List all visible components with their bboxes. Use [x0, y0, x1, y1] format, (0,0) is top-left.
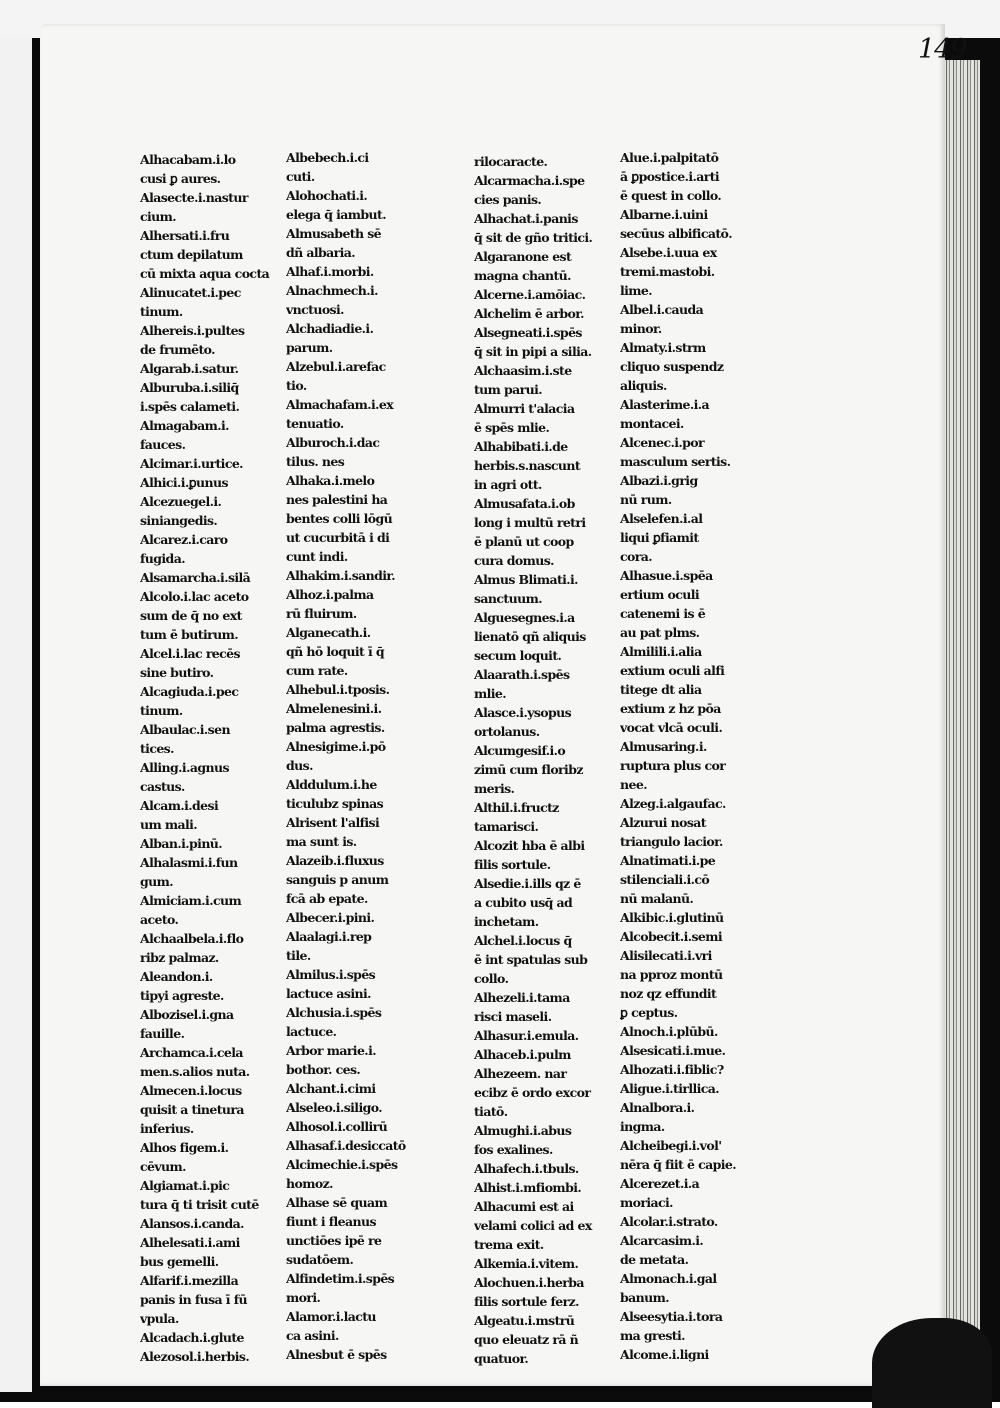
manuscript-line: Alling.i.agnus — [140, 760, 229, 775]
manuscript-line: Alhelesati.i.ami — [140, 1235, 240, 1250]
manuscript-line: lienatō qñ aliquis — [474, 629, 586, 644]
page-stack-edge — [940, 60, 980, 1350]
manuscript-line: unctiōes ipē re — [286, 1233, 382, 1248]
manuscript-line: Alchusia.i.spēs — [286, 1005, 382, 1020]
manuscript-line: tremi.mastobi. — [620, 264, 715, 279]
manuscript-line: banum. — [620, 1290, 669, 1305]
manuscript-line: ē quest in collo. — [620, 188, 722, 203]
manuscript-line: quisit a tinetura — [140, 1102, 244, 1117]
manuscript-line: liqui ꝑfiamit — [620, 530, 699, 545]
manuscript-line: Alhakim.i.sandir. — [286, 568, 396, 583]
manuscript-line: Alchelim ē arbor. — [474, 306, 584, 321]
manuscript-line: ertium oculi — [620, 587, 700, 602]
manuscript-line: lactuce asini. — [286, 986, 371, 1001]
manuscript-line: parum. — [286, 340, 333, 355]
manuscript-line: Almus Blimati.i. — [474, 572, 578, 587]
manuscript-line: vnctuosi. — [286, 302, 344, 317]
manuscript-line: tio. — [286, 378, 307, 393]
manuscript-line: Alchant.i.cimi — [286, 1081, 376, 1096]
manuscript-line: Alhersati.i.fru — [140, 228, 230, 243]
manuscript-line: quo eleuatz rā ñ — [474, 1332, 579, 1347]
manuscript-line: Algaranone est — [474, 249, 572, 264]
manuscript-line: bentes colli lōgū — [286, 511, 393, 526]
manuscript-line: Alchadiadie.i. — [286, 321, 374, 336]
manuscript-line: au pat plms. — [620, 625, 700, 640]
manuscript-line: Almughi.i.abus — [474, 1123, 572, 1138]
manuscript-line: Alfarif.i.mezilla — [140, 1273, 239, 1288]
manuscript-line: Althil.i.fructz — [474, 800, 559, 815]
manuscript-line: Aleandon.i. — [140, 969, 213, 984]
manuscript-line: Albozisel.i.gna — [140, 1007, 234, 1022]
manuscript-line: a cubito usq̄ ad — [474, 895, 573, 910]
manuscript-line: fauille. — [140, 1026, 185, 1041]
manuscript-line: Alcome.i.ligni — [620, 1347, 709, 1362]
manuscript-line: Alasecte.i.nastur — [140, 190, 248, 205]
manuscript-line: tile. — [286, 948, 311, 963]
manuscript-line: tum parui. — [474, 382, 543, 397]
manuscript-line: ca asini. — [286, 1328, 339, 1343]
manuscript-line: Alhereis.i.pultes — [140, 323, 245, 338]
manuscript-line: risci maseli. — [474, 1009, 552, 1024]
manuscript-line: Alinucatet.i.pec — [140, 285, 241, 300]
manuscript-line: Alisilecati.i.vri — [620, 948, 712, 963]
manuscript-line: tum ē butirum. — [140, 627, 238, 642]
manuscript-line: Alnesigime.i.pō — [286, 739, 386, 754]
manuscript-line: Alcerne.i.amōiac. — [474, 287, 586, 302]
manuscript-line: Alrisent l'alfisi — [286, 815, 380, 830]
manuscript-line: ma sunt is. — [286, 834, 357, 849]
manuscript-line: Alsegneati.i.spēs — [474, 325, 582, 340]
manuscript-line: Alcerezet.i.a — [620, 1176, 700, 1191]
manuscript-line: long i multū retri — [474, 515, 586, 530]
manuscript-line: Almusabeth sē — [286, 226, 381, 241]
manuscript-line: Almachafam.i.ex — [286, 397, 394, 412]
manuscript-line: meris. — [474, 781, 515, 796]
manuscript-line: Alcolar.i.strato. — [620, 1214, 718, 1229]
manuscript-line: Alsedie.i.ills qz ē — [474, 876, 581, 891]
manuscript-line: Alkibic.i.glutinū — [620, 910, 724, 925]
manuscript-line: Albecer.i.pini. — [286, 910, 375, 925]
manuscript-line: Alseesytia.i.tora — [620, 1309, 723, 1324]
manuscript-line: zimū cum floribz — [474, 762, 583, 777]
manuscript-line: Alhaf.i.morbi. — [286, 264, 374, 279]
manuscript-line: cium. — [140, 209, 177, 224]
manuscript-line: fugida. — [140, 551, 185, 566]
manuscript-line: secūus albificatō. — [620, 226, 733, 241]
manuscript-line: Alhoz.i.palma — [286, 587, 374, 602]
manuscript-line: sanctuum. — [474, 591, 542, 606]
manuscript-line: magna chantū. — [474, 268, 571, 283]
manuscript-line: lactuce. — [286, 1024, 337, 1039]
manuscript-line: montacei. — [620, 416, 684, 431]
manuscript-line: siniangedis. — [140, 513, 218, 528]
manuscript-line: Alhabibati.i.de — [474, 439, 568, 454]
text-column-4 — [620, 148, 752, 1364]
manuscript-line: Alchaalbela.i.flo — [140, 931, 244, 946]
manuscript-line: Alcadach.i.glute — [140, 1330, 244, 1345]
manuscript-line: Alburoch.i.dac — [286, 435, 380, 450]
manuscript-line: titege dt alia — [620, 682, 702, 697]
manuscript-line: Alansos.i.canda. — [140, 1216, 244, 1231]
text-column-2 — [286, 148, 418, 1364]
manuscript-line: Alcumgesif.i.o — [474, 743, 566, 758]
manuscript-line: Almilus.i.spēs — [286, 967, 376, 982]
manuscript-line: Alkemia.i.vitem. — [474, 1256, 579, 1271]
manuscript-line: catenemi is ē — [620, 606, 706, 621]
manuscript-line: tura q̄ ti trisit cutē — [140, 1197, 259, 1212]
manuscript-line: cusi ꝑ aures. — [140, 171, 221, 186]
manuscript-line: fos exalines. — [474, 1142, 553, 1157]
manuscript-line: extium z hz pōa — [620, 701, 721, 716]
manuscript-line: Albel.i.cauda — [620, 302, 704, 317]
manuscript-line: Alfindetim.i.spēs — [286, 1271, 395, 1286]
manuscript-line: Alnesbut ē spēs — [286, 1347, 387, 1362]
manuscript-line: filis sortule ferz. — [474, 1294, 579, 1309]
manuscript-line: tamarisci. — [474, 819, 539, 834]
manuscript-line: ticulubz spinas — [286, 796, 383, 811]
manuscript-line: masculum sertis. — [620, 454, 731, 469]
manuscript-line: ingma. — [620, 1119, 665, 1134]
manuscript-line: Almilili.i.alia — [620, 644, 702, 659]
manuscript-line: in agri ott. — [474, 477, 542, 492]
manuscript-line: Alnalbora.i. — [620, 1100, 695, 1115]
manuscript-line: Alhasue.i.spēa — [620, 568, 713, 583]
manuscript-line: quatuor. — [474, 1351, 529, 1366]
manuscript-line: Alhaka.i.melo — [286, 473, 375, 488]
manuscript-line: aceto. — [140, 912, 179, 927]
manuscript-line: Almonach.i.gal — [620, 1271, 717, 1286]
manuscript-line: Alhasur.i.emula. — [474, 1028, 579, 1043]
manuscript-line: herbis.s.nascunt — [474, 458, 581, 473]
manuscript-line: Algeatu.i.mstrū — [474, 1313, 575, 1328]
manuscript-line: cum rate. — [286, 663, 348, 678]
manuscript-line: Archamca.i.cela — [140, 1045, 243, 1060]
manuscript-line: nū malanū. — [620, 891, 694, 906]
manuscript-line: men.s.alios nuta. — [140, 1064, 250, 1079]
manuscript-line: Alcheibegi.i.vol' — [620, 1138, 722, 1153]
manuscript-line: sum de q̄ no ext — [140, 608, 242, 623]
manuscript-line: Alselefen.i.al — [620, 511, 703, 526]
manuscript-line: mlie. — [474, 686, 507, 701]
manuscript-line: tenuatio. — [286, 416, 344, 431]
manuscript-line: Almusafata.i.ob — [474, 496, 575, 511]
manuscript-line: cies panis. — [474, 192, 542, 207]
manuscript-line: cēvum. — [140, 1159, 186, 1174]
manuscript-line: na pproz montū — [620, 967, 723, 982]
manuscript-line: Alcarcasim.i. — [620, 1233, 704, 1248]
manuscript-line: Alhici.i.ꝑunus — [140, 475, 228, 490]
manuscript-line: fcā ab epate. — [286, 891, 368, 906]
manuscript-line: Alcenec.i.por — [620, 435, 704, 450]
manuscript-line: Alcimar.i.urtice. — [140, 456, 243, 471]
manuscript-line: moriaci. — [620, 1195, 673, 1210]
manuscript-line: nes palestini ha — [286, 492, 388, 507]
manuscript-line: tinum. — [140, 304, 183, 319]
manuscript-line: sudatōem. — [286, 1252, 354, 1267]
manuscript-line: Almagabam.i. — [140, 418, 229, 433]
manuscript-line: bus gemelli. — [140, 1254, 219, 1269]
manuscript-line: ecibz ē ordo excor — [474, 1085, 591, 1100]
manuscript-line: Alcozit hba ē albi — [474, 838, 585, 853]
folio-number: 149 — [918, 34, 967, 65]
manuscript-line: ut cucurbitā i di — [286, 530, 390, 545]
manuscript-line: lime. — [620, 283, 653, 298]
manuscript-line: Alburuba.i.siliq̄ — [140, 380, 239, 395]
manuscript-line: tilus. nes — [286, 454, 345, 469]
manuscript-line: Alchaasim.i.ste — [474, 363, 572, 378]
manuscript-line: Alchel.i.locus q̄ — [474, 933, 572, 948]
manuscript-line: castus. — [140, 779, 185, 794]
manuscript-line: Almecen.i.locus — [140, 1083, 242, 1098]
manuscript-line: stilenciali.i.cō — [620, 872, 710, 887]
manuscript-line: cura domus. — [474, 553, 554, 568]
manuscript-line: Alue.i.palpitatō — [620, 150, 719, 165]
manuscript-line: sanguis p anum — [286, 872, 389, 887]
manuscript-line: dñ albaria. — [286, 245, 356, 260]
manuscript-line: Alhacabam.i.lo — [140, 152, 236, 167]
manuscript-line: ꝑ ceptus. — [620, 1005, 678, 1020]
manuscript-line: Alban.i.pinū. — [140, 836, 223, 851]
manuscript-line: rilocaracte. — [474, 154, 548, 169]
manuscript-line: fiunt i fleanus — [286, 1214, 376, 1229]
manuscript-line: Alhezeli.i.tama — [474, 990, 570, 1005]
manuscript-line: cliquo suspendz — [620, 359, 724, 374]
manuscript-line: homoz. — [286, 1176, 333, 1191]
manuscript-line: Albazi.i.grig — [620, 473, 698, 488]
manuscript-line: Alcam.i.desi — [140, 798, 219, 813]
manuscript-line: Almaty.i.strm — [620, 340, 706, 355]
manuscript-line: Alhacumi est ai — [474, 1199, 574, 1214]
manuscript-line: Alhase sē quam — [286, 1195, 388, 1210]
manuscript-line: um mali. — [140, 817, 198, 832]
manuscript-line: Alhebul.i.tposis. — [286, 682, 390, 697]
manuscript-line: Alhosol.i.collirū — [286, 1119, 388, 1134]
manuscript-line: Alcolo.i.lac aceto — [140, 589, 249, 604]
manuscript-line: cunt indi. — [286, 549, 348, 564]
manuscript-line: Alddulum.i.he — [286, 777, 377, 792]
manuscript-line: inchetam. — [474, 914, 539, 929]
manuscript-line: Almurri t'alacia — [474, 401, 575, 416]
manuscript-line: ē planū ut coop — [474, 534, 574, 549]
manuscript-line: Alzeg.i.algaufac. — [620, 796, 726, 811]
manuscript-line: extium oculi alfi — [620, 663, 725, 678]
manuscript-line: ā ꝑpostice.i.arti — [620, 169, 720, 184]
manuscript-line: Almusaring.i. — [620, 739, 707, 754]
manuscript-line: minor. — [620, 321, 662, 336]
manuscript-line: Alcel.i.lac recēs — [140, 646, 240, 661]
manuscript-line: Alaarath.i.spēs — [474, 667, 570, 682]
manuscript-line: Alhaceb.i.pulm — [474, 1047, 571, 1062]
manuscript-line: inferius. — [140, 1121, 194, 1136]
manuscript-line: nū rum. — [620, 492, 672, 507]
manuscript-line: q̄ sit in pipi a silia. — [474, 344, 592, 359]
manuscript-line: Alnoch.i.plūbū. — [620, 1024, 718, 1039]
manuscript-line: Alaalagi.i.rep — [286, 929, 372, 944]
manuscript-line: Alhafech.i.tbuls. — [474, 1161, 579, 1176]
manuscript-line: Alezosol.i.herbis. — [140, 1349, 250, 1364]
manuscript-line: secum loquit. — [474, 648, 562, 663]
manuscript-line: mori. — [286, 1290, 321, 1305]
manuscript-line: Algiamat.i.pic — [140, 1178, 230, 1193]
manuscript-line: ē spēs mlie. — [474, 420, 550, 435]
manuscript-line: qñ hō loquit ī q̄ — [286, 644, 384, 659]
manuscript-line: nēra q̄ fiit ē capie. — [620, 1157, 736, 1172]
manuscript-line: Albebech.i.ci — [286, 150, 369, 165]
manuscript-line: Albaulac.i.sen — [140, 722, 230, 737]
manuscript-line: Alguesegnes.i.a — [474, 610, 575, 625]
manuscript-line: vpula. — [140, 1311, 179, 1326]
manuscript-line: Alamor.i.lactu — [286, 1309, 376, 1324]
manuscript-line: tipyi agreste. — [140, 988, 224, 1003]
manuscript-line: rū fluirum. — [286, 606, 357, 621]
manuscript-line: gum. — [140, 874, 174, 889]
manuscript-line: de metata. — [620, 1252, 689, 1267]
manuscript-line: Alsesicati.i.mue. — [620, 1043, 726, 1058]
manuscript-line: aliquis. — [620, 378, 667, 393]
manuscript-line: Alhos figem.i. — [140, 1140, 229, 1155]
manuscript-line: noz qz effundit — [620, 986, 717, 1001]
manuscript-line: dus. — [286, 758, 313, 773]
manuscript-line: Aligue.i.tirllica. — [620, 1081, 720, 1096]
text-column-1 — [140, 150, 272, 1366]
manuscript-line: Arbor marie.i. — [286, 1043, 376, 1058]
manuscript-line: Alhist.i.mfiombi. — [474, 1180, 582, 1195]
manuscript-line: triangulo lacior. — [620, 834, 723, 849]
manuscript-line: nee. — [620, 777, 647, 792]
manuscript-line: tices. — [140, 741, 174, 756]
manuscript-line: Alzebul.i.arefac — [286, 359, 386, 374]
manuscript-line: collo. — [474, 971, 509, 986]
manuscript-line: ctum depilatum — [140, 247, 243, 262]
manuscript-line: sine butiro. — [140, 665, 214, 680]
manuscript-line: Albarne.i.uini — [620, 207, 708, 222]
manuscript-line: palma agrestis. — [286, 720, 385, 735]
manuscript-line: Alhozati.i.fiblic? — [620, 1062, 724, 1077]
manuscript-line: tinum. — [140, 703, 183, 718]
manuscript-line: Alcarez.i.caro — [140, 532, 228, 547]
manuscript-line: vocat vlcā oculi. — [620, 720, 723, 735]
manuscript-line: q̄ sit de gño tritici. — [474, 230, 593, 245]
manuscript-line: fauces. — [140, 437, 186, 452]
manuscript-line: Alseleo.i.siligo. — [286, 1100, 383, 1115]
manuscript-line: Alzurui nosat — [620, 815, 706, 830]
manuscript-line: i.spēs calameti. — [140, 399, 240, 414]
previous-leaf-edge — [0, 36, 32, 1392]
manuscript-line: elega q̄ iambut. — [286, 207, 386, 222]
manuscript-line: Alhachat.i.panis — [474, 211, 578, 226]
manuscript-line: ruptura plus cor — [620, 758, 726, 773]
manuscript-line: Alcarmacha.i.spe — [474, 173, 585, 188]
manuscript-line: cora. — [620, 549, 652, 564]
manuscript-line: Alhalasmi.i.fun — [140, 855, 238, 870]
manuscript-line: tiatō. — [474, 1104, 508, 1119]
manuscript-line: trema exit. — [474, 1237, 544, 1252]
text-column-3 — [474, 152, 606, 1368]
manuscript-line: Alasterime.i.a — [620, 397, 709, 412]
manuscript-line: de frumēto. — [140, 342, 215, 357]
thumb-holding-page — [872, 1318, 992, 1408]
manuscript-line: Alganecath.i. — [286, 625, 371, 640]
manuscript-line: bothor. ces. — [286, 1062, 361, 1077]
manuscript-line: Alnachmech.i. — [286, 283, 378, 298]
manuscript-line: Alnatimati.i.pe — [620, 853, 716, 868]
manuscript-line: Alcobecit.i.semi — [620, 929, 723, 944]
manuscript-line: ribz palmaz. — [140, 950, 219, 965]
manuscript-line: cū mixta aqua cocta — [140, 266, 270, 281]
manuscript-line: ē int spatulas sub — [474, 952, 588, 967]
manuscript-line: Alcimechie.i.spēs — [286, 1157, 398, 1172]
manuscript-line: Alochuen.i.herba — [474, 1275, 584, 1290]
manuscript-line: Algarab.i.satur. — [140, 361, 239, 376]
manuscript-line: velami colici ad ex — [474, 1218, 592, 1233]
manuscript-line: Alcezuegel.i. — [140, 494, 222, 509]
manuscript-line: ortolanus. — [474, 724, 540, 739]
manuscript-line: Almelenesini.i. — [286, 701, 382, 716]
manuscript-line: Alsamarcha.i.silā — [140, 570, 251, 585]
manuscript-line: Alhezeem. nar — [474, 1066, 567, 1081]
manuscript-line: filis sortule. — [474, 857, 551, 872]
manuscript-line: Alasce.i.ysopus — [474, 705, 572, 720]
manuscript-line: Alcagiuda.i.pec — [140, 684, 239, 699]
manuscript-line: Alhasaf.i.desiccatō — [286, 1138, 406, 1153]
manuscript-line: Alazeib.i.fluxus — [286, 853, 384, 868]
manuscript-line: Alohochati.i. — [286, 188, 368, 203]
manuscript-line: panis in fusa ī fū — [140, 1292, 247, 1307]
manuscript-line: ma gresti. — [620, 1328, 685, 1343]
manuscript-line: cuti. — [286, 169, 315, 184]
manuscript-line: Almiciam.i.cum — [140, 893, 242, 908]
manuscript-line: Alsebe.i.uua ex — [620, 245, 717, 260]
